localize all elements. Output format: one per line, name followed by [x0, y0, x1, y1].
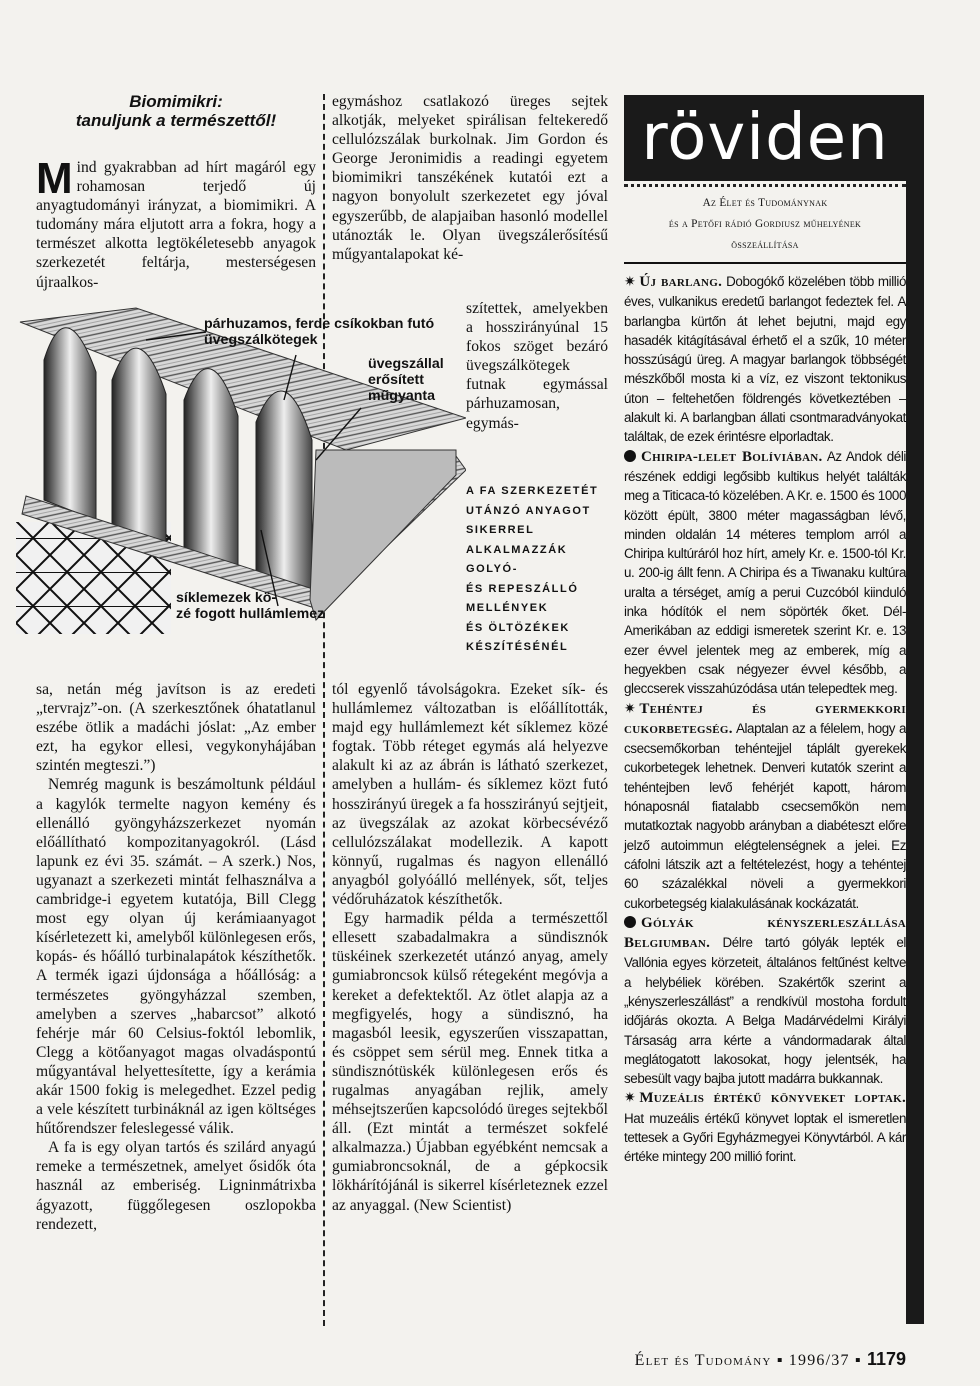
- credit-line: és a Petőfi rádió Gordiusz műhelyének: [668, 218, 862, 230]
- sidebar-heading: röviden: [641, 101, 889, 175]
- news-text: Délre tartó gólyák lepték el Vallónia egyes körzeteit, általános feltűnést keltve a helybéliek körében. Szakértők szerint a „kényszerleszállást” a rendkívül mostoha fordult időjárás okozta. A Belga Madárvédelmi Királyi Társaság arra kérte a vándormadarak által meglátogatott lakosokat, hogy jelentsék, ha sebesült vagy bajba jutott madárra bukkannak.: [624, 935, 906, 1087]
- news-title: Gólyák kényszerleszállása Belgiumban.: [624, 914, 906, 952]
- label-line: párhuzamos, ferde csíkokban futó: [204, 316, 435, 332]
- label-line: síklemezek kö-: [176, 590, 277, 606]
- article-paragraph: sa, netán még javítson is az eredeti „tervrajz”-on. (A szerkesztőnek óhatatlanul eszébe ötlik a madáchi jóslat: „Az ember ezt, ha egykor ellesi, vegykonyhájában szintén megteszi.”): [36, 681, 316, 775]
- news-item: [624, 913, 906, 1089]
- magazine-name: Élet és Tudomány: [634, 1352, 772, 1369]
- drop-cap: M: [36, 154, 73, 203]
- sidebar-rule: [624, 262, 906, 264]
- column-divider: [323, 94, 325, 1326]
- news-title: Chiripa-lelet Bolíviában.: [641, 448, 823, 465]
- news-list: [624, 272, 906, 1167]
- bullet-dot-icon: [624, 916, 636, 928]
- sidebar-credit: [624, 193, 906, 256]
- pull-quote-line: KÉSZÍTÉSÉNÉL: [466, 641, 569, 653]
- news-text: Hat muzeális értékű könyvet loptak el ismeretlen tettesek a Győri Egyházmegyei Könyvtárból. A kár értéke mintegy 200 millió forint.: [624, 1110, 906, 1165]
- news-item: [624, 699, 906, 913]
- news-text: Alaptalan az a félelem, hogy a csecsemőkorban tehéntejjel táplált gyerekek cukorbetegek lehetnek. Denveri kutatók szerint a tehéntejben levő fehérjét kapott, három hónaposnál fiatalabb csecsemőkön nem mutatkoztak nagyobb arányban a diabéteszt előre jelző autoimmun elégtelenségnek a jelei. Ez cáfolni látszik azt a feltételezést, hogy a tehéntej 60 százalékkal növeli a gyermekkori cukorbetegség kialakulásának kockázatát.: [624, 720, 906, 911]
- news-text: Az Andok déli részének eddigi legősibb kultikus helyét találták meg a Titicaca-tó közelében. A Kr. e. 1500 és 1000 között épült, 3800 méter magasságban lévő, minden oldalán 14 méteres templom arról a Chiripa kultúráról hoz hírt, amely Kr. e. 1500-tól Kr. u. 200-ig állt fenn. A Chiripa és a Tiwanaku kultúra uralta a térséget, amíg a perui Cuzcóból kiinduló inka hódítók el nem söpörték őket. Dél-Amerikában az eddigi ismeretek szerint Kr. e. 13 ezer évvel jelentek meg az emberek, míg a hegyekben csak négyezer évvel később, a gleccserek visszahúzódása után telepedtek meg.: [624, 448, 906, 697]
- article-paragraph: Egy harmadik példa a természettől ellesett szabadalmakra a sündisznók tüskéinek szerkezetét utánzó anyag, amely gumiabroncsok külső rétegeként megóvja a kereket a defektektől. Az ötlet alapja az a megfigyelés, hogy a sündisznó, ha magasból leesik, egyszerűen visszapattan, és csöppet sem sérül meg. Ennek titka a sündisznótüskék különlegesen erős és rugalmas anyagában rejlik, amely méhsejtszerűen kapcsolódó üreges sejtekből áll. (Ezt mintát a természet sokfelé alkalmazza.) Újabban egyébként nemcsak a gumiabroncsoknál, de a gépkocsik lökhárítójánál is sikerrel kísérleteznek ezzel az anyaggal. (New Scientist): [332, 910, 608, 1214]
- article-col2-bottom: [332, 680, 608, 1215]
- article-text: ind gyakrabban ad hírt magáról egy rohamosan terjedő új anyagtudományi irányzat, a biomimikri. A tudomány mára eljutott arra a fokra, hogy a természet alkotta legtökéletesebb anyagok szerkezetét feltárja, mesterségesen újraalkos-: [36, 159, 316, 291]
- article-col1-bottom: [36, 680, 316, 1234]
- separator-icon: ▪: [776, 1352, 784, 1369]
- pull-quote-line: ALKALMAZZÁK: [466, 543, 568, 556]
- star-icon: ✷: [624, 1089, 636, 1106]
- dotted-divider: [624, 184, 906, 187]
- label-line: erősített: [368, 372, 424, 388]
- pull-quote-line: UTÁNZÓ ANYAGOT: [466, 504, 591, 517]
- pull-quote-line: ÉS REPESZÁLLÓ: [466, 582, 579, 595]
- label-reinforced-resin: [368, 356, 444, 404]
- pull-quote-line: A FA SZERKEZETÉT: [466, 485, 599, 497]
- label-corrugated-sheet: [176, 590, 324, 622]
- label-line: műgyanta: [368, 388, 436, 404]
- pull-quote-line: GOLYÓ-: [466, 563, 518, 575]
- side-face: [310, 450, 456, 620]
- article-text: szítettek, amelyekben a hosszirányúnal 15 fokos szöget bezáró üvegszálkötegek futnak egymással párhuzamosan, egymás-: [466, 300, 608, 432]
- label-line: üvegszállal: [368, 356, 444, 372]
- pull-quote-line: ÉS ÖLTÖZÉKEK: [466, 621, 570, 634]
- label-glass-fibre-bundles: [204, 316, 434, 348]
- article-col2-wrap: [466, 299, 608, 433]
- label-line: zé fogott hullámlemez: [176, 606, 325, 622]
- label-line: üvegszálkötegek: [204, 332, 318, 348]
- star-icon: ✷: [624, 699, 636, 716]
- pull-quote-line: SIKERREL: [466, 524, 535, 536]
- pull-quote-line: MELLÉNYEK: [466, 602, 549, 614]
- sandwich-structure-illustration: [16, 300, 466, 670]
- news-title: Új barlang.: [639, 274, 723, 290]
- news-title: Muzeális értékű könyveket loptak.: [639, 1090, 906, 1107]
- page-footer: [635, 1349, 906, 1370]
- article-title: [36, 92, 316, 130]
- news-text: Dobogókő közelében több millió éves, vulkanikus eredetű barlangot fedeztek fel. A barlangba kürtőn át lehet bejutni, majd egy hasadék kitágításával érhető el a szűk, 10 méter hosszúságú üreg. A magyar barlangok többségét mészkőből mosta ki a víz, ez viszont tektonikus úton – feltehetően földrengés következtében – alakult ki. A barlangban állati csontmaradványokat találtak, de ezek érintésre elporladtak.: [624, 274, 906, 445]
- issue-number: 1996/37: [788, 1352, 850, 1369]
- article-paragraph: tól egyenlő távolságokra. Ezeket sík- és hullámlemez változatban is előállították, majd egy hullámlemezt két síklemez közé fogtak. Több réteget egymás alá helyezve alakult ki az az ábrán is látható szerkezet, amelyben a hullám- és síklemez közt futó hosszirányú üregek a fa hosszirányú sejtjeit, az üvegszálak az azokat körbecsévéző cellulózszálakat modellezik. A kapott könnyű, rugalmas és nagyon ellenálló anyagból golyóálló mellények, sőt, teljes védőruházatok készíthetők.: [332, 681, 608, 909]
- article-title-line1: Biomimikri:: [129, 92, 223, 111]
- news-item: [624, 272, 906, 447]
- article-paragraph: Nemrég magunk is beszámoltunk például a kagylók termelte nagyon kemény és ellenálló gyöngyházszerkezet nyomán előállítható kompozitanyagokról. (Lásd lapunk ez évi 35. számát. – A szerk.) Nos, ugyanazt a szerkezeti mintát felhasználva a cambridge-i egyetem kutatója, Bill Clegg most egy olyan új kerámiaanyagot kísérletezett ki, amelyből különlegesen erős, kopás- és hőálló turbinalapátok készíthetők. A termék igazi újdonsága a hőállóság: a természetes gyöngyházzal szemben, amelyben a szerves „habarcsot” alkotó fehérje már 60 Celsius-foktól lebomlik, Clegg a kötőanyagot magas olvadáspontú műgyantával helyettesítette, így a kerámia akár 1500 fokig is melegedhet. Ezzel pedig a vele készített turbináknál az igen költséges hűtőrendszer feleslegessé válik.: [36, 776, 316, 1138]
- credit-line: Az Élet és Tudománynak: [702, 197, 828, 209]
- sidebar-edge-bar: [906, 95, 924, 1324]
- credit-line: összeállítása: [731, 239, 799, 251]
- sidebar-heading-box: [624, 95, 906, 181]
- page-number: 1179: [866, 1349, 906, 1369]
- news-title: Tehéntej és gyermekkori cukorbetegség.: [624, 700, 906, 737]
- article-title-line2: tanuljunk a természettől!: [75, 111, 277, 130]
- article-col2-top: [332, 92, 608, 264]
- article-col1-top: [36, 154, 316, 292]
- star-icon: ✷: [624, 273, 636, 289]
- separator-icon: ▪: [854, 1352, 862, 1369]
- article-paragraph: A fa is egy olyan tartós és szilárd anyagú remeke a természetnek, amelyet ősidők óta használ az emberiség. Ligninmátrixba ágyazott, függőlegesen oszlopokba rendezett,: [36, 1139, 316, 1233]
- news-item: [624, 1088, 906, 1166]
- bullet-dot-icon: [624, 450, 636, 462]
- article-text: egymáshoz csatlakozó üreges sejtek alkotják, melyeket spirálisan feltekeredő cellulózszálak burkolnak. Jim Gordon és George Jeronimidis a readingi egyetem biomimikri tanszékének kutatói ezt a nagyon bonyolult szerkezetet egy jóval egyszerűbb, de alapjaiban hasonló modellel utánozták le. Olyan üvegszálerősítésű műgyantalapokat ké-: [332, 93, 608, 263]
- news-item: [624, 447, 906, 699]
- pull-quote: [466, 482, 608, 658]
